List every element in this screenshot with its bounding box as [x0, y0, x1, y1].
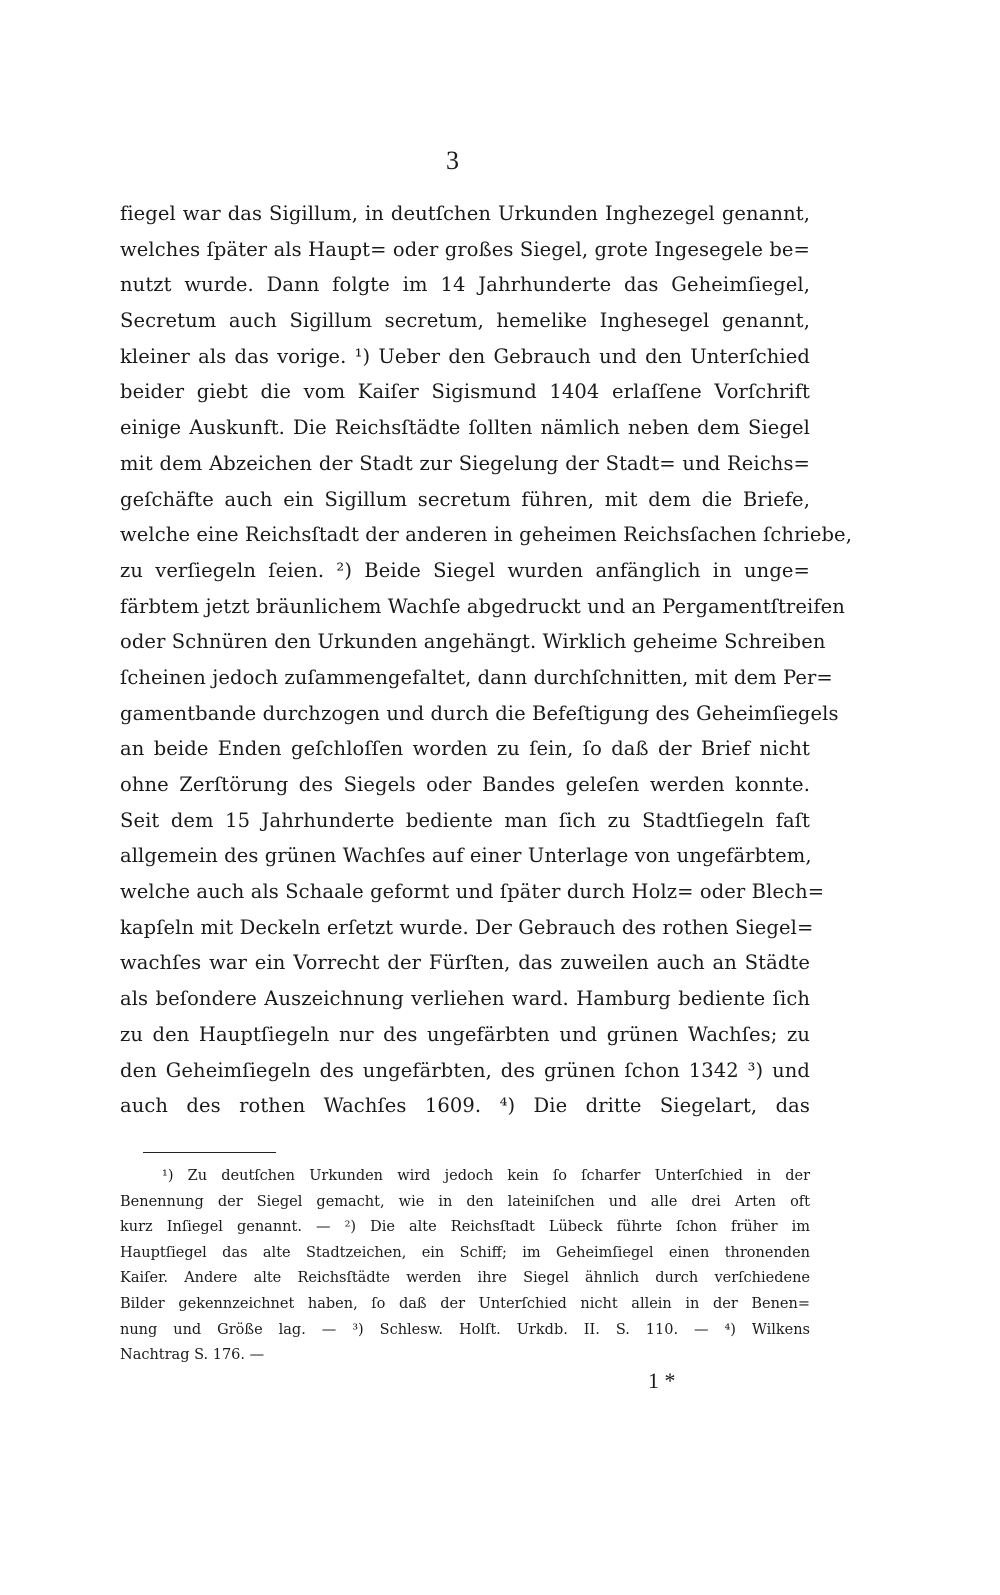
text-line: ohne Zerſtörung des Siegels oder Bandes geleſen werden konnte.: [120, 773, 810, 796]
text-line: färbtem jetzt bräunlichem Wachſe abgedruckt und an Pergamentſtreifen: [120, 594, 845, 618]
text-line: wachſes war ein Vorrecht der Fürſten, das zuweilen auch an Städte: [120, 951, 810, 975]
text-line: beider giebt die vom Kaiſer Sigismund 1404 erlaſſene Vorſchrift: [120, 380, 810, 404]
text-line: einige Auskunft. Die Reichsſtädte ſollten nämlich neben dem Siegel: [120, 416, 810, 440]
text-line: als beſondere Auszeichnung verliehen ward. Hamburg bediente ſich: [120, 987, 810, 1011]
footnote-line: Hauptſiegel das alte Stadtzeichen, ein Schiff; im Geheimſiegel einen thronenden: [120, 1244, 810, 1261]
body-text: [120, 196, 852, 1124]
footnote-line: ¹) Zu deutſchen Urkunden wird jedoch kein ſo ſcharfer Unterſchied in der: [162, 1168, 810, 1184]
text-line: Seit dem 15 Jahrhunderte bediente man ſich zu Stadtſiegeln faſt: [120, 808, 810, 832]
footnotes: [120, 1164, 810, 1369]
footnote-line: Nachtrag S. 176. —: [120, 1347, 265, 1364]
text-line: den Geheimſiegeln des ungefärbten, des grünen ſchon 1342 ³) und: [120, 1058, 810, 1082]
footnote-line: kurz Inſiegel genannt. — ²) Die alte Reichsſtadt Lübeck führte ſchon früher im: [120, 1219, 810, 1236]
footnote-divider: [143, 1152, 276, 1153]
page-number: 3: [446, 146, 459, 175]
printer-signature: 1 *: [648, 1368, 676, 1393]
text-line: allgemein des grünen Wachſes auf einer Unterlage von ungefärbtem,: [120, 844, 812, 868]
text-line: ſcheinen jedoch zuſammengefaltet, dann durchſchnitten, mit dem Per=: [120, 665, 833, 689]
text-line: zu den Hauptſiegeln nur des ungefärbten und grünen Wachſes; zu: [120, 1022, 810, 1046]
footnote-line: nung und Größe lag. — ³) Schlesw. Holſt. Urkdb. II. S. 110. — ⁴) Wilkens: [120, 1321, 810, 1338]
text-line: kleiner als das vorige. ¹) Ueber den Gebrauch und den Unterſchied: [120, 344, 810, 368]
text-line: welche eine Reichsſtadt der anderen in geheimen Reichsſachen ſchriebe,: [120, 523, 852, 547]
text-line: gamentbande durchzogen und durch die Befeſtigung des Geheimſiegels: [120, 701, 839, 725]
text-line: an beide Enden geſchloſſen worden zu ſein, ſo daß der Brief nicht: [120, 737, 810, 761]
text-line: welches ſpäter als Haupt= oder großes Siegel, grote Ingesegele be=: [120, 237, 810, 261]
text-line: fiegel war das Sigillum, in deutſchen Urkunden Inghezegel genannt,: [120, 202, 810, 225]
text-line: geſchäfte auch ein Sigillum secretum führen, mit dem die Briefe,: [120, 487, 810, 511]
footnote-line: Bilder gekennzeichnet haben, ſo daß der Unterſchied nicht allein in der Benen=: [120, 1295, 810, 1312]
text-line: Secretum auch Sigillum secretum, hemelike Inghesegel genannt,: [120, 309, 810, 333]
footnote-line: Kaiſer. Andere alte Reichsſtädte werden ihre Siegel ähnlich durch verſchiedene: [120, 1270, 810, 1287]
text-line: kapſeln mit Deckeln erſetzt wurde. Der Gebrauch des rothen Siegel=: [120, 915, 814, 939]
text-line: nutzt wurde. Dann folgte im 14 Jahrhunderte das Geheimſiegel,: [120, 273, 810, 297]
text-line: zu verſiegeln ſeien. ²) Beide Siegel wurden anfänglich in unge=: [120, 558, 810, 582]
text-line: welche auch als Schaale geformt und ſpäter durch Holz= oder Blech=: [120, 880, 825, 904]
text-line: oder Schnüren den Urkunden angehängt. Wirklich geheime Schreiben: [120, 630, 826, 654]
text-line: auch des rothen Wachſes 1609. ⁴) Die dritte Siegelart, das: [120, 1094, 810, 1118]
footnote-line: Benennung der Siegel gemacht, wie in den lateiniſchen und alle drei Arten oft: [120, 1193, 810, 1210]
text-line: mit dem Abzeichen der Stadt zur Siegelung der Stadt= und Reichs=: [120, 451, 810, 475]
